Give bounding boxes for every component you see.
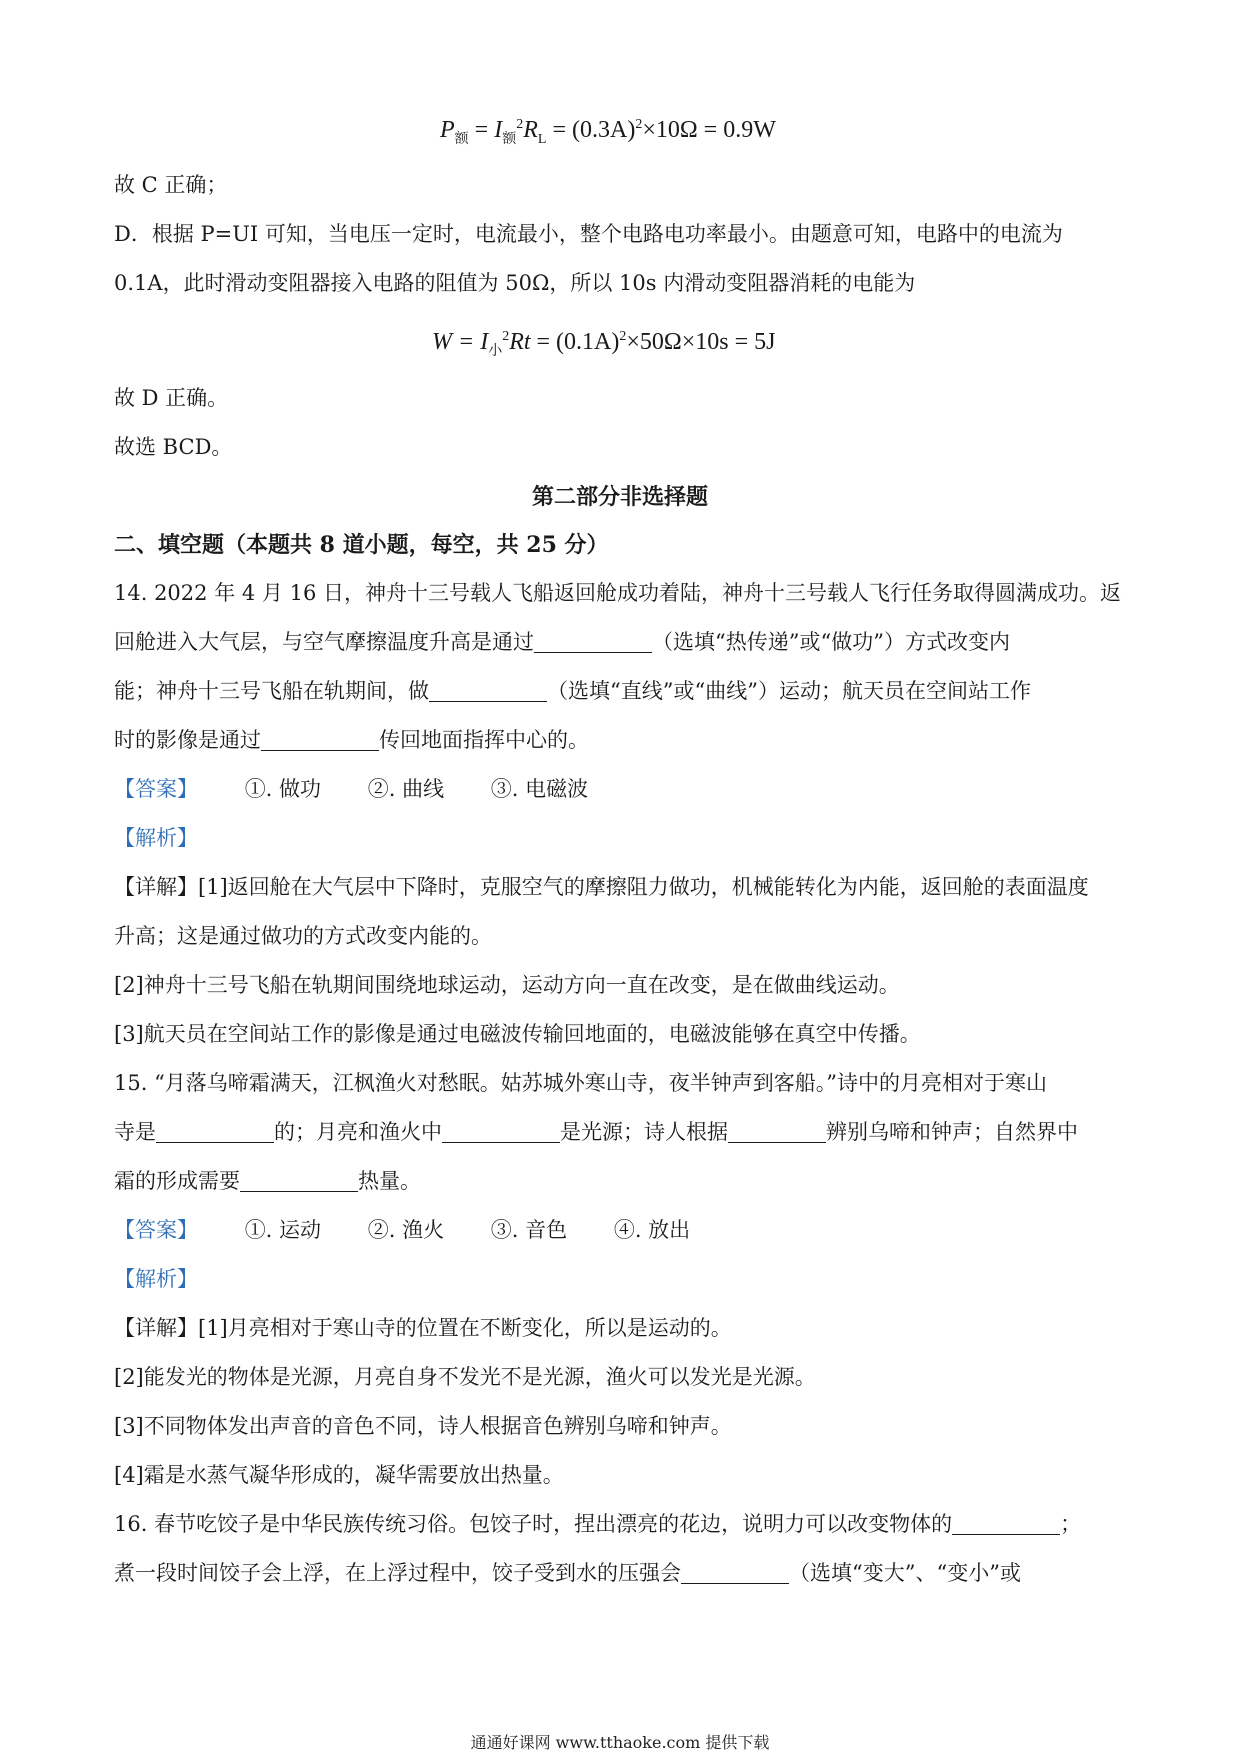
part-title: 第二部分非选择题 [531,484,708,510]
answer-tag: 【答案】 [114,777,198,801]
question-text: 时的影像是通过 [114,728,261,752]
answer-blank[interactable] [952,1512,1060,1535]
answer-item: ①. 运动 [244,1218,322,1242]
formula-superscript: 2 [619,329,627,344]
question-text: （选填“直线”或“曲线”）运动；航天员在空间站工作 [547,679,1031,703]
formula-electric-energy [432,322,776,367]
answer-blank[interactable] [681,1561,789,1584]
question-text: 16. 春节吃饺子是中华民族传统习俗。包饺子时，捏出漂亮的花边，说明力可以改变物体的 [114,1512,953,1536]
formula-subscript: 额 [502,131,517,147]
question-14-line: 14. 2022 年 4 月 16 日，神舟十三号载人飞船返回舱成功着陆，神舟十三号载人飞行任务取得圆满成功。返 [114,581,1121,605]
detail-line: [2]能发光的物体是光源，月亮自身不发光不是光源，渔火可以发光是光源。 [114,1365,816,1389]
formula-symbol: I [494,117,503,143]
question-15-line [114,1166,421,1196]
formula-symbol: Rt [509,329,531,355]
text-line: 故选 BCD。 [114,435,233,459]
answer-blank[interactable] [534,630,652,653]
analysis-tag: 【解析】 [114,826,198,850]
detail-line: 【详解】[1]返回舱在大气层中下降时，克服空气的摩擦阻力做功，机械能转化为内能，返回舱的表面温度 [114,875,1089,899]
question-text: 是光源；诗人根据 [560,1120,728,1144]
answer-blank[interactable] [728,1120,826,1143]
text-line: 故 D 正确。 [114,386,229,410]
question-text: ； [1060,1512,1082,1536]
answer-item: ④. 放出 [613,1218,691,1242]
formula-subscript: 额 [454,131,469,147]
analysis-tag: 【解析】 [114,1267,198,1291]
question-text: 煮一段时间饺子会上浮，在上浮过程中，饺子受到水的压强会 [114,1561,681,1585]
detail-line: [4]霜是水蒸气凝华形成的，凝华需要放出热量。 [114,1463,564,1487]
section-title: 二、填空题（本题共 8 道小题，每空，共 25 分） [114,532,609,558]
formula-rated-power [440,110,776,155]
detail-line: [3]航天员在空间站工作的影像是通过电磁波传输回地面的，电磁波能够在真空中传播。 [114,1022,921,1046]
formula-symbol: W = [432,329,481,355]
question-text: 回舱进入大气层，与空气摩擦温度升高是通过 [114,630,534,654]
formula-text: = (0.1A) [536,329,620,355]
answer-item: ②. 曲线 [367,777,445,801]
formula-subscript: L [537,131,547,147]
detail-line: 【详解】[1]月亮相对于寒山寺的位置在不断变化，所以是运动的。 [114,1316,732,1340]
answer-item: ③. 音色 [490,1218,568,1242]
answer-item: ②. 渔火 [367,1218,445,1242]
detail-line: [2]神舟十三号飞船在轨期间围绕地球运动，运动方向一直在改变，是在做曲线运动。 [114,973,900,997]
answer-blank[interactable] [156,1120,274,1143]
text-line: D．根据 P=UI 可知，当电压一定时，电流最小，整个电路电功率最小。由题意可知，电路中的电流为 [114,222,1063,246]
formula-text: = (0.3A) [552,117,636,143]
question-14-line [114,725,589,755]
formula-superscript: 2 [516,117,524,132]
question-15-line [114,1117,1078,1147]
formula-symbol: R [523,117,538,143]
detail-line: [3]不同物体发出声音的音色不同，诗人根据音色辨别乌啼和钟声。 [114,1414,732,1438]
answer-line [114,774,588,804]
text-line: 0.1A，此时滑动变阻器接入电路的阻值为 50Ω，所以 10s 内滑动变阻器消耗的电能为 [114,271,916,295]
answer-blank[interactable] [442,1120,560,1143]
question-text: （选填“热传递”或“做功”）方式改变内 [652,630,1010,654]
question-14-line [114,676,1031,706]
question-text: 辨别乌啼和钟声；自然界中 [826,1120,1078,1144]
formula-symbol: I [480,329,489,355]
text-line: 故 C 正确； [114,173,228,197]
formula-equals: = [474,117,489,143]
question-16-line [114,1558,1021,1588]
question-15-line: 15. “月落乌啼霜满天，江枫渔火对愁眠。姑苏城外寒山寺，夜半钟声到客船。”诗中的月亮相对于寒山 [114,1071,1048,1095]
question-text: （选填“变大”、“变小”或 [789,1561,1021,1585]
question-text: 寺是 [114,1120,156,1144]
formula-subscript: 小 [488,343,503,359]
question-text: 热量。 [358,1169,421,1193]
question-text: 霜的形成需要 [114,1169,240,1193]
answer-item: ①. 做功 [244,777,322,801]
formula-superscript: 2 [635,117,643,132]
question-16-line [114,1509,1081,1539]
formula-symbol: P [440,117,455,143]
analysis-line [114,823,198,853]
answer-tag: 【答案】 [114,1218,198,1242]
analysis-line [114,1264,198,1294]
answer-item: ③. 电磁波 [490,777,589,801]
question-text: 的；月亮和渔火中 [274,1120,442,1144]
question-text: 传回地面指挥中心的。 [379,728,589,752]
formula-text: ×50Ω×10s = 5J [626,329,776,355]
answer-blank[interactable] [240,1169,358,1192]
page-footer: 通通好课网 www.tthaoke.com 提供下载 [470,1733,770,1752]
question-14-line [114,627,1010,657]
answer-line [114,1215,690,1245]
question-text: 能；神舟十三号飞船在轨期间，做 [114,679,429,703]
detail-line: 升高；这是通过做功的方式改变内能的。 [114,924,492,948]
formula-superscript: 2 [502,329,510,344]
answer-blank[interactable] [261,728,379,751]
formula-text: ×10Ω = 0.9W [642,117,776,143]
answer-blank[interactable] [429,679,547,702]
